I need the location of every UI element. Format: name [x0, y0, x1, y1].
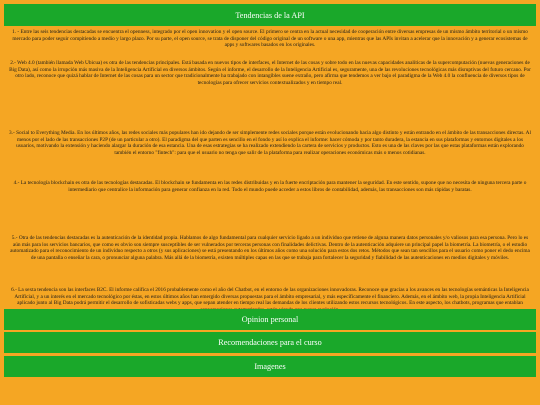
page-title-bar [4, 4, 536, 26]
opinion-personal-button[interactable] [4, 309, 536, 330]
paragraph-openness: 1. - Entre las seis tendencias destacadas se encuentra el openness, integrado por el open innovation y el open source. El primero se centra en la actual necesidad de cooperación entre diversas empresas de un mismo ámbito territorial o un mismo mercado para poder seguir compitiendo a medio y largo plazo. Por su parte, el open source, se trata de disponer del código original de un software o una app, mientras que las APIs invitan a acelerar que la innovación y a generar ecosistemas de apps y softwares basados en los originales. [12, 29, 528, 48]
imagenes-label: Imagenes [254, 362, 286, 371]
imagenes-button[interactable] [4, 356, 536, 377]
paragraph-b2c-interfaces: 6.- La sexta tendencia son las interfaces B2C. El informe califica el 2016 probablemente como el año del Chatbot, en el entorno de las organizaciones innovadoras. Reconoce que gracias a los avances en las tecnologías semánticas la Inteligencia Artificial, y a un interés en el mercado tecnológico por éstas, en estos últimos años han emergido diversas propuestas para el ámbito empresarial, y más específicamente el financiero. Además, en el ámbito web, la propia Inteligencia Artificial aplicado junto al Big Data podrá permitir el desarrollo de sofisticadas webs y apps, que sepan atender en tiempo real las demandas de los clientes utilizando estos recursos tecnológicos. En este aspecto, los chatbots, programas que entablan [11, 287, 529, 306]
paragraph-web-4: 2.- Web 4.0 (también llamada Web Ubicua) es otra de las tendencias principales. Está basada en nuevos tipos de interfaces, el Internet de las cosas y sobre todo en las nuevas capacidades analíticas de la supercomputación (nuevas generaciones de Big Data), así como la irrupción más masiva de la Inteligencia Artificial en diversos ámbitos. Según el informe, el desarrollo de la Inteligencia Artificial es, seguramente, una de las revoluciones tecnológicas más disruptivas del futuro cercano. Por otro lado, reconoce que quizá hablar de Internet de las cosas para un sector que tradicionalmente ha trabajado con intangibles suene extraño, pero afirma que tendemos a ver bajo el paradigma de la Web 4.0 la confluencia de diversos tipos de tecnologías para ofrecer servicios contextualizados y en tiempo real. [9, 60, 531, 86]
paragraph-blockchain: 4.- La tecnología blockchain es otra de las tecnologías destacadas. El blockchain se fundamenta en las redes distribuidas y en la fuerte encriptación para mantener la seguridad. En este sentido, supone que no necesita de ninguna tercera parte o intermediario que centralice la información para generar confianza en la red. Todo el mundo puede acceder a estos libros de contabilidad, además, las transacciones son más rápidas y baratas. [13, 180, 527, 193]
page-title: Tendencias de la API [235, 10, 305, 20]
opinion-personal-label: Opinion personal [241, 315, 299, 324]
recomendaciones-button[interactable] [4, 332, 536, 353]
recomendaciones-label: Recomendaciones para el curso [218, 338, 322, 347]
paragraph-authentication: 5.- Otra de las tendencias destacadas es la autenticación de la identidad propia. Hablamos de algo fundamental para cualquier servicio ligado a un individuo que retiene de alguna manera datos personales y/o valiosos para esa persona. Pero lo es aún más para los servicios bancarios, que como es obvio son siempre susceptibles de ser vulnerados por terceras personas con finalidades delictivas. Dentro de la autenticación adquiere un principal papel la biometría. La biometría, o el estudio automatizado para el reconocimiento de un individuo respecto a otros (y sus aplicaciones) se está presentando en los últimos años como una solución para estos dos retos. Métodos que sean tan sencillos para el usuario como poner el dedo encima de una pantalla o enseñar la cara, o pronunciar alguna palabra. Más allá de la biometría, existen múltiples capas en las que se trabaja para fortalecer la seguridad y fiabilidad de las autenticaciones en medios digitales y móviles. [10, 235, 530, 261]
paragraph-social-media: 3.- Social to Everything Media. En los últimos años, las redes sociales más populares han ido dejando de ser simplemente redes sociales porque están evolucionando hacia algo distinto y están entrando en el ámbito de las transacciones directas. Al menos por el lado de las transacciones P2P (de un particular a otro). El paradigma del que parten es sencillo en el fondo y así lo explica el informe: hacer cómoda y por tanto duradera, la estancia en sus plataformas y entornos digitales a los usuarios, motivando la extensión y haciendo alargar la duración de esa estancia. Una de esas estrategias se ha realizado extendiendo la cartera de servicios y productos. Esto es una de las claves por las que estas plataformas están explorando también el entorno "fintech": para que el usuario no tenga que salir de la plataforma para realizar operaciones económicas más o menos cotidianas. [9, 130, 531, 156]
